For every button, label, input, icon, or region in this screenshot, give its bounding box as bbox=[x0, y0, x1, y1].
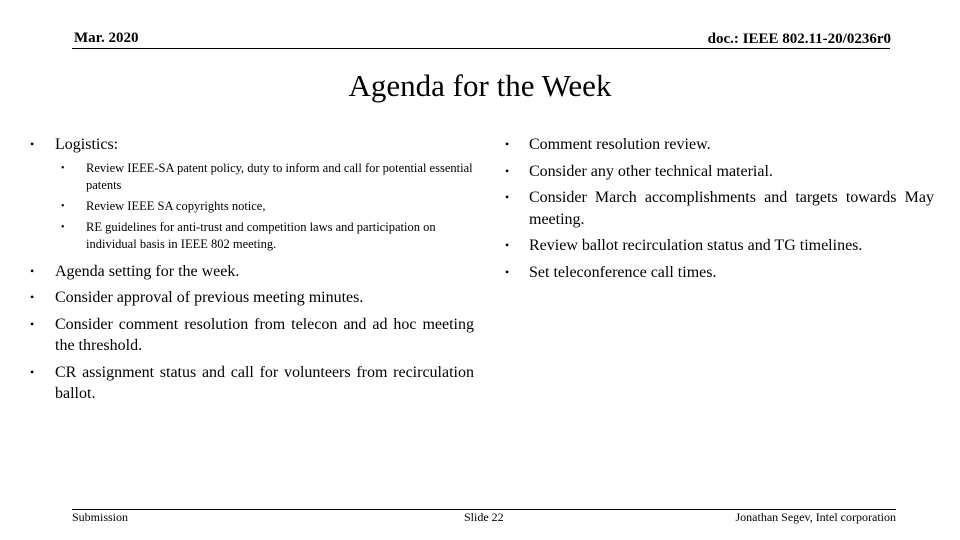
bullet-text: CR assignment status and call for volunteers from recirculation ballot. bbox=[55, 363, 474, 402]
bullet-icon: • bbox=[61, 162, 65, 174]
bullet-text: Consider any other technical material. bbox=[529, 162, 773, 180]
left-column bbox=[24, 134, 474, 405]
bullet-text: Consider comment resolution from telecon and ad hoc meeting the threshold. bbox=[55, 315, 474, 354]
sub-bullet-text: Review IEEE-SA patent policy, duty to inform and call for potential essential patents bbox=[86, 160, 473, 192]
bullet-icon: • bbox=[505, 190, 510, 204]
bullet-teleconference bbox=[498, 262, 934, 284]
bullet-text: Agenda setting for the week. bbox=[55, 262, 240, 280]
header-divider bbox=[72, 48, 890, 49]
bullet-technical-material bbox=[498, 161, 934, 183]
slide-title: Agenda for the Week bbox=[348, 68, 612, 103]
bullet-text: Review ballot recirculation status and TG timelines. bbox=[529, 237, 863, 254]
header-doc-id: doc.: IEEE 802.11-20/0236r0 bbox=[707, 31, 891, 47]
bullet-text: Logistics: bbox=[55, 136, 119, 153]
bullet-logistics bbox=[24, 134, 474, 156]
bullet-ballot-status bbox=[498, 235, 934, 257]
right-column bbox=[498, 134, 934, 283]
bullet-agenda-setting bbox=[24, 261, 474, 283]
bullet-text: Consider approval of previous meeting minutes. bbox=[55, 289, 364, 306]
header-date: Mar. 2020 bbox=[74, 30, 139, 46]
bullet-icon: • bbox=[30, 316, 35, 331]
sub-bullet-patent-policy bbox=[24, 160, 474, 194]
bullet-icon: • bbox=[505, 264, 510, 279]
bullet-icon: • bbox=[505, 137, 510, 151]
bullet-march-targets bbox=[498, 187, 934, 230]
bullet-icon: • bbox=[505, 163, 510, 178]
bullet-comment-resolution bbox=[24, 314, 474, 357]
bullet-icon: • bbox=[61, 200, 65, 212]
bullet-comment-review bbox=[498, 134, 934, 156]
bullet-icon: • bbox=[61, 221, 65, 233]
sub-bullet-copyrights bbox=[24, 198, 474, 215]
sub-bullet-text: RE guidelines for anti-trust and competition laws and participation on individual basis in IEEE 802 meeting. bbox=[86, 219, 436, 251]
bullet-text: Consider March accomplishments and targets towards May meeting. bbox=[529, 189, 934, 228]
footer-author: Jonathan Segev, Intel corporation bbox=[735, 510, 896, 524]
bullet-icon: • bbox=[30, 263, 35, 278]
sub-bullet-anti-trust bbox=[24, 219, 474, 253]
bullet-icon: • bbox=[30, 290, 35, 304]
bullet-text: Set teleconference call times. bbox=[529, 263, 717, 281]
sub-bullet-text: Review IEEE SA copyrights notice, bbox=[86, 198, 266, 213]
bullet-icon: • bbox=[505, 238, 510, 252]
footer-slide-number: Slide 22 bbox=[464, 510, 504, 524]
bullet-icon: • bbox=[30, 364, 35, 379]
bullet-icon: • bbox=[30, 137, 35, 151]
bullet-text: Comment resolution review. bbox=[529, 136, 711, 153]
footer-submission: Submission bbox=[72, 510, 129, 524]
bullet-approve-minutes bbox=[24, 287, 474, 309]
bullet-cr-assignment bbox=[24, 362, 474, 405]
